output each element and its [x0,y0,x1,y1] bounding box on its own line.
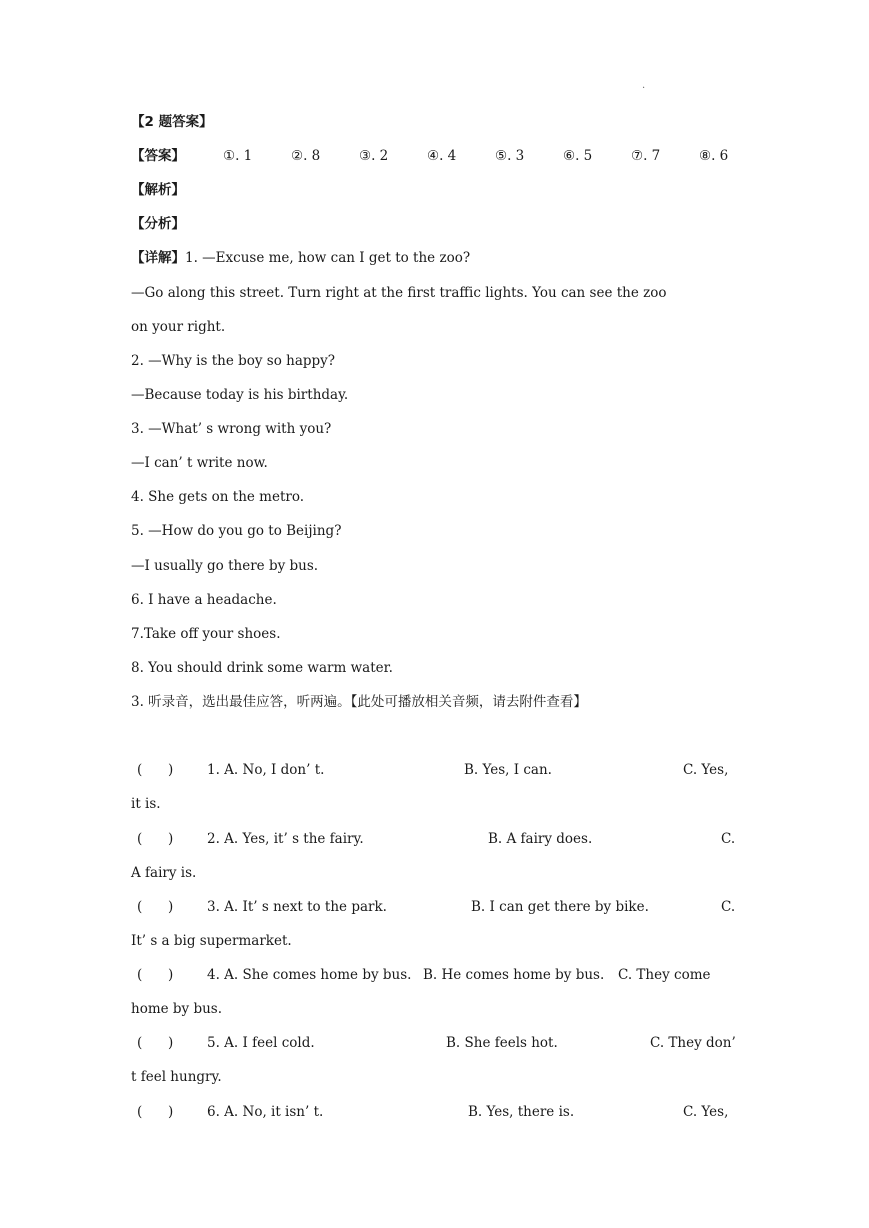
answer-item: ⑦. 7 [631,148,661,164]
detail-line-6: 3. —What’ s wrong with you? [131,421,332,437]
detail-line-3: on your right. [131,319,226,335]
option-b: B. I can get there by bike. [471,899,649,915]
page-mark: . [642,80,646,91]
option-b: B. She feels hot. [446,1035,558,1051]
answer-item: ⑧. 6 [699,148,729,164]
answer-item: ②. 8 [291,148,321,164]
detail-label: 【详解】 [131,250,185,266]
detail-line-4: 2. —Why is the boy so happy? [131,353,336,369]
option-a: 1. A. No, I don’ t. [207,762,325,778]
answer-label: 【答案】 [131,148,185,164]
option-b: B. A fairy does. [488,831,593,847]
answer-item: ⑤. 3 [495,148,525,164]
answer-blank[interactable]: ( ) [137,899,174,915]
option-c: C. They come [618,967,711,983]
question-continuation: It’ s a big supermarket. [131,933,292,949]
answer-blank[interactable]: ( ) [137,831,174,847]
option-b: B. He comes home by bus. [423,967,605,983]
detail-line-1 [131,248,741,268]
detail-line-7: —I can’ t write now. [131,455,268,471]
question-continuation: A fairy is. [131,865,197,881]
question-row [131,965,741,985]
question-continuation: t feel hungry. [131,1069,222,1085]
option-c: C. Yes, [683,762,729,778]
option-b: B. Yes, I can. [464,762,552,778]
option-a: 4. A. She comes home by bus. [207,967,412,983]
detail-line-11: 6. I have a headache. [131,592,277,608]
answer-blank[interactable]: ( ) [137,762,174,778]
option-b: B. Yes, there is. [468,1104,575,1120]
analysis-label: 【解析】 [131,182,185,198]
answer-blank[interactable]: ( ) [137,1104,174,1120]
detail-line-12: 7.Take off your shoes. [131,626,281,642]
detail-text: 1. —Excuse me, how can I get to the zoo? [185,250,471,266]
detail-line-5: —Because today is his birthday. [131,387,349,403]
option-c: C. [721,899,736,915]
detail-line-2: —Go along this street. Turn right at the first traffic lights. You can see the zoo [131,285,667,301]
option-c: C. Yes, [683,1104,729,1120]
question-row [131,829,741,849]
question-continuation: it is. [131,796,161,812]
option-a: 2. A. Yes, it’ s the fairy. [207,831,364,847]
question-row [131,1102,741,1122]
answer-item: ①. 1 [223,148,253,164]
answer-item: ④. 4 [427,148,457,164]
option-a: 6. A. No, it isn’ t. [207,1104,324,1120]
detail-line-13: 8. You should drink some warm water. [131,660,393,676]
option-c: C. [721,831,736,847]
answer-blank[interactable]: ( ) [137,967,174,983]
answer-item: ③. 2 [359,148,389,164]
question-row [131,897,741,917]
question-continuation: home by bus. [131,1001,223,1017]
question-row [131,1033,741,1053]
answer-item: ⑥. 5 [563,148,593,164]
question-heading: 【2 题答案】 [131,114,213,130]
detail-line-9: 5. —How do you go to Beijing? [131,523,342,539]
section-3-title: 3. 听录音，选出最佳应答，听两遍。【此处可播放相关音频，请去附件查看】 [131,694,587,710]
detail-line-8: 4. She gets on the metro. [131,489,305,505]
question-row [131,760,741,780]
option-a: 5. A. I feel cold. [207,1035,315,1051]
option-a: 3. A. It’ s next to the park. [207,899,387,915]
detail-line-10: —I usually go there by bus. [131,558,319,574]
option-c: C. They don’ [650,1035,736,1051]
answer-blank[interactable]: ( ) [137,1035,174,1051]
fenxi-label: 【分析】 [131,216,185,232]
answer-row [131,146,741,346]
